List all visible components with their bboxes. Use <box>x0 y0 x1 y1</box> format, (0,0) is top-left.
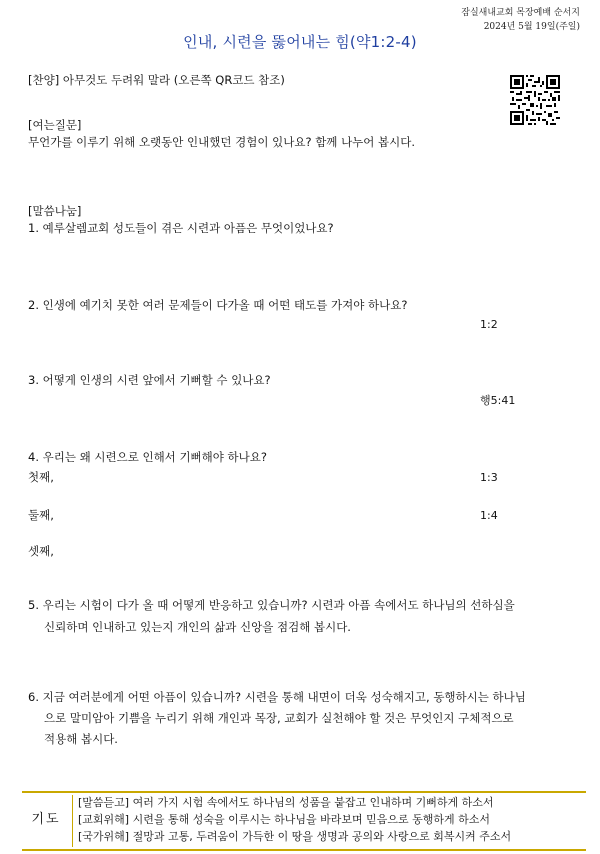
question-3-reference: 행5:41 <box>480 394 516 407</box>
prayer-divider <box>72 795 73 847</box>
header-meta <box>461 6 580 34</box>
church-name: 잠실새내교회 목장예배 순서지 <box>461 8 580 18</box>
question-6-line-1: 6. 지금 여러분에게 어떤 아픔이 있습니까? 시련을 통해 내면이 더욱 성숙해지고, 동행하시는 하나님 <box>28 690 526 704</box>
question-2-reference: 1:2 <box>480 318 498 331</box>
opening-question: 무언가를 이루기 위해 오랫동안 인내했던 경험이 있나요? 함께 나누어 봅시다. <box>28 135 416 149</box>
question-5-line-1: 5. 우리는 시험이 다가 올 때 어떻게 반응하고 있습니까? 시련과 아픔 속에서도 하나님의 선하심을 <box>28 598 515 612</box>
question-4-second-reference: 1:4 <box>480 509 498 522</box>
hymn-line: [찬양] 아무것도 두려워 말라 (오른쪽 QR코드 참조) <box>28 73 285 87</box>
discussion-label: [말씀나눔] <box>28 204 82 218</box>
prayer-item-church: [교회위해] 시련을 통해 성숙을 이루시는 하나님을 바라보며 믿음으로 동행하게 하소서 <box>78 813 490 826</box>
page-title: 인내, 시련을 뚫어내는 힘(약1:2-4) <box>183 33 417 51</box>
question-4-second: 둘째, <box>28 508 54 522</box>
question-4: 4. 우리는 왜 시련으로 인해서 기뻐해야 하나요? <box>28 450 267 464</box>
opening-question-label: [여는질문] <box>28 118 82 132</box>
question-6-line-2: 으로 말미암아 기쁨을 누리기 위해 개인과 목장, 교회가 실천해야 할 것은 무엇인지 구체적으로 <box>44 711 514 725</box>
question-1: 1. 예루살렘교회 성도들이 겪은 시련과 아픔은 무엇이었나요? <box>28 221 334 235</box>
prayer-list <box>78 794 511 845</box>
question-4-third: 셋째, <box>28 544 54 558</box>
question-4-first: 첫째, <box>28 470 54 484</box>
question-5-line-2: 신뢰하며 인내하고 있는지 개인의 삶과 신앙을 점검해 봅시다. <box>44 620 351 634</box>
service-date: 2024년 5월 19일(주일) <box>483 22 580 32</box>
prayer-item-word: [말씀듣고] 여러 가지 시험 속에서도 하나님의 성품을 붙잡고 인내하며 기뻐하게 하소서 <box>78 796 494 809</box>
question-3: 3. 어떻게 인생의 시련 앞에서 기뻐할 수 있나요? <box>28 373 271 387</box>
prayer-item-nation: [국가위해] 절망과 고통, 두려움이 가득한 이 땅을 생명과 공의와 사랑으로 회복시켜 주소서 <box>78 830 512 843</box>
question-6-line-3: 적용해 봅시다. <box>44 732 118 746</box>
prayer-label: 기도 <box>31 812 61 827</box>
question-4-first-reference: 1:3 <box>480 471 498 484</box>
qr-code-icon[interactable] <box>510 75 560 125</box>
question-2: 2. 인생에 예기치 못한 여러 문제들이 다가올 때 어떤 태도를 가져야 하나요? <box>28 298 408 312</box>
